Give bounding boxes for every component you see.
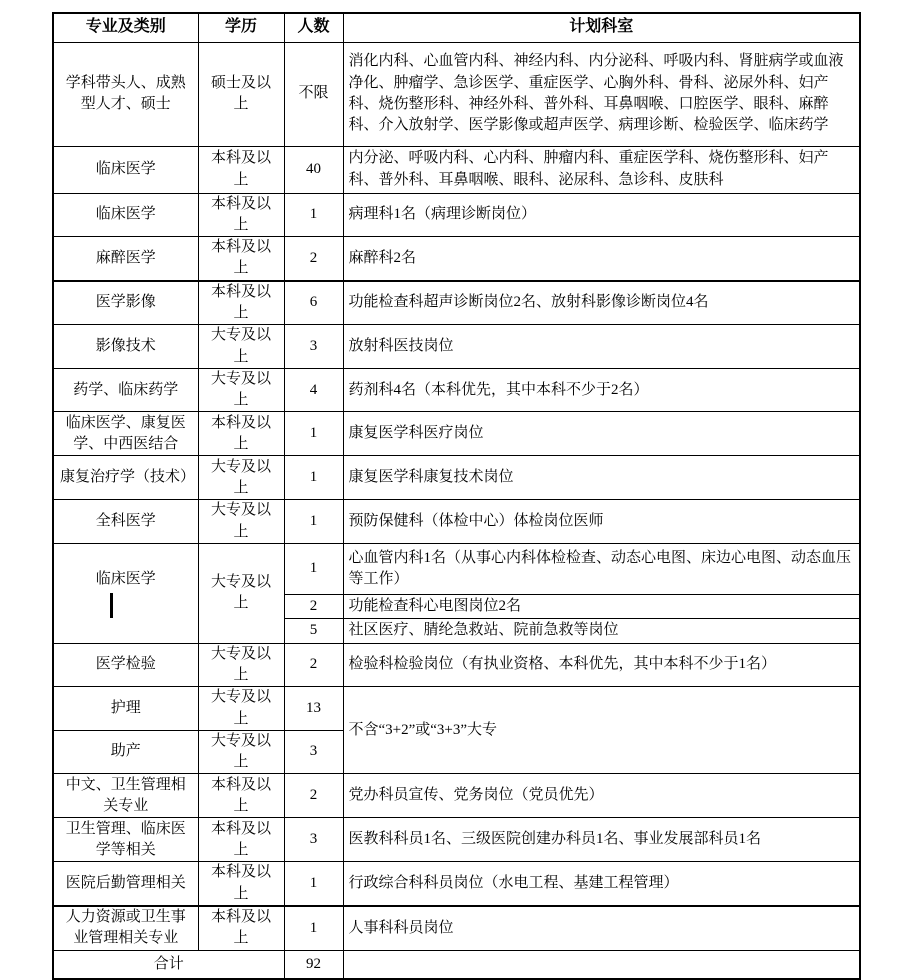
cell-major: 中文、卫生管理相关专业 [53,774,198,818]
cell-count: 1 [284,193,343,237]
cell-degree: 大专及以上 [198,730,284,774]
cell-count: 2 [284,643,343,687]
cell-major: 助产 [53,730,198,774]
cell-count: 40 [284,146,343,193]
cell-dept: 社区医疗、腈纶急救站、院前急救等岗位 [343,619,860,643]
cell-major: 卫生管理、临床医学等相关 [53,818,198,862]
cell-degree: 本科及以上 [198,862,284,906]
cell-degree: 本科及以上 [198,281,284,325]
total-label-cell: 合计 [53,950,284,979]
cell-count: 3 [284,730,343,774]
cell-count: 2 [284,595,343,619]
cell-major: 临床医学 [53,146,198,193]
column-header-degree: 学历 [198,13,284,42]
table-body [53,42,860,979]
table-row [53,456,860,500]
cell-count: 4 [284,368,343,412]
cell-degree: 本科及以上 [198,412,284,456]
cell-count: 13 [284,687,343,731]
cell-major: 医学检验 [53,643,198,687]
cell-count: 不限 [284,42,343,146]
table-row [53,146,860,193]
recruitment-plan-table [52,12,861,980]
cell-count: 2 [284,237,343,281]
cell-major: 临床医学、康复医学、中西医结合 [53,412,198,456]
cell-dept: 内分泌、呼吸内科、心内科、肿瘤内科、重症医学科、烧伤整形科、妇产科、普外科、耳鼻咽喉、眼科、泌尿科、急诊科、皮肤科 [343,146,860,193]
cell-major: 全科医学 [53,500,198,544]
cell-degree: 大专及以上 [198,687,284,731]
cell-major: 护理 [53,687,198,731]
cell-dept-merged: 不含“3+2”或“3+3”大专 [343,687,860,774]
cell-count: 1 [284,544,343,595]
cell-dept: 心血管内科1名（从事心内科体检检查、动态心电图、床边心电图、动态血压等工作） [343,544,860,595]
cell-count: 1 [284,906,343,950]
table-row [53,500,860,544]
text-cursor [110,593,113,618]
cell-dept: 康复医学科医疗岗位 [343,412,860,456]
cell-major: 学科带头人、成熟型人才、硕士 [53,42,198,146]
cell-dept: 药剂科4名（本科优先，其中本科不少于2名） [343,368,860,412]
cell-major: 麻醉医学 [53,237,198,281]
cell-count: 1 [284,456,343,500]
table-row [53,42,860,146]
cell-major: 人力资源或卫生事业管理相关专业 [53,906,198,950]
table-row [53,818,860,862]
cell-dept: 预防保健科（体检中心）体检岗位医师 [343,500,860,544]
cell-major: 医院后勤管理相关 [53,862,198,906]
cell-major: 医学影像 [53,281,198,325]
cell-major-text: 临床医学 [95,570,156,587]
cell-dept: 行政综合科科员岗位（水电工程、基建工程管理） [343,862,860,906]
cell-major: 影像技术 [53,325,198,369]
cell-degree: 本科及以上 [198,818,284,862]
cell-degree: 本科及以上 [198,193,284,237]
total-count-cell: 92 [284,950,343,979]
cell-dept: 康复医学科康复技术岗位 [343,456,860,500]
column-header-count: 人数 [284,13,343,42]
cell-dept: 麻醉科2名 [343,237,860,281]
table-row [53,643,860,687]
cell-count: 2 [284,774,343,818]
cell-degree: 本科及以上 [198,906,284,950]
cell-dept: 功能检查科超声诊断岗位2名、放射科影像诊断岗位4名 [343,281,860,325]
table-row [53,412,860,456]
cell-count: 6 [284,281,343,325]
table-row [53,281,860,325]
cell-dept: 人事科科员岗位 [343,906,860,950]
cell-degree: 硕士及以上 [198,42,284,146]
cell-major-merged [53,544,198,644]
cell-degree: 本科及以上 [198,146,284,193]
cell-degree: 本科及以上 [198,237,284,281]
cell-degree: 大专及以上 [198,500,284,544]
table-row [53,687,860,731]
cell-dept: 病理科1名（病理诊断岗位） [343,193,860,237]
cell-major: 临床医学 [53,193,198,237]
table-header [53,13,860,42]
cell-count: 5 [284,619,343,643]
table-row [53,544,860,595]
column-header-dept: 计划科室 [343,13,860,42]
cell-count: 1 [284,500,343,544]
cell-dept: 党办科员宣传、党务岗位（党员优先） [343,774,860,818]
cell-count: 1 [284,412,343,456]
total-dept-cell [343,950,860,979]
cell-degree: 大专及以上 [198,643,284,687]
cell-degree: 本科及以上 [198,774,284,818]
column-header-major: 专业及类别 [53,13,198,42]
table-row [53,237,860,281]
table-row [53,862,860,906]
cell-dept: 放射科医技岗位 [343,325,860,369]
cell-degree-merged: 大专及以上 [198,544,284,644]
table-row [53,325,860,369]
header-row [53,13,860,42]
cell-count: 3 [284,818,343,862]
table-row [53,906,860,950]
cell-dept: 功能检查科心电图岗位2名 [343,595,860,619]
cell-count: 1 [284,862,343,906]
cell-degree: 大专及以上 [198,325,284,369]
cell-dept: 消化内科、心血管内科、神经内科、内分泌科、呼吸内科、肾脏病学或血液净化、肿瘤学、急诊医学、重症医学、心胸外科、骨科、泌尿外科、妇产科、烧伤整形科、神经外科、普外科、耳鼻咽喉、口腔医学、眼科、麻醉科、介入放射学、医学影像或超声医学、病理诊断、检验医学、临床药学 [343,42,860,146]
cell-degree: 大专及以上 [198,456,284,500]
cell-major: 药学、临床药学 [53,368,198,412]
total-row [53,950,860,979]
cell-dept: 检验科检验岗位（有执业资格、本科优先，其中本科不少于1名） [343,643,860,687]
table-row [53,368,860,412]
table-row [53,774,860,818]
cell-dept: 医教科科员1名、三级医院创建办科员1名、事业发展部科员1名 [343,818,860,862]
cell-count: 3 [284,325,343,369]
table-row [53,193,860,237]
cell-major: 康复治疗学（技术） [53,456,198,500]
cell-degree: 大专及以上 [198,368,284,412]
